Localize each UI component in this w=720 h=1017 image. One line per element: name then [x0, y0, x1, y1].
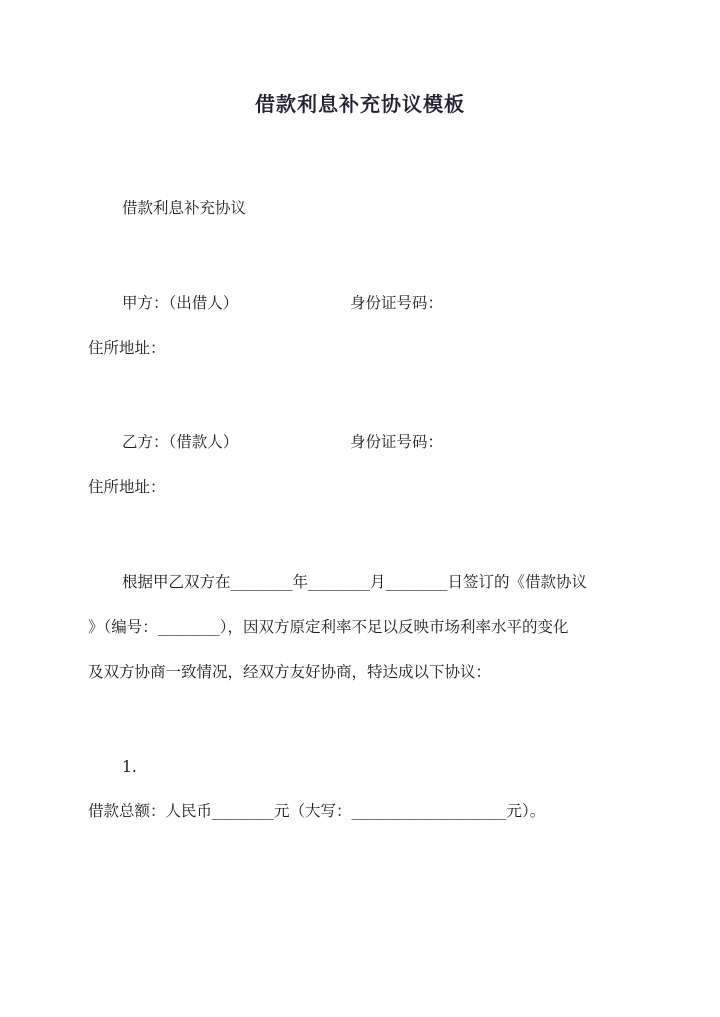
party-a-address-label: 住所地址： [88, 339, 166, 357]
clause-1-number: 1. [122, 758, 137, 776]
party-a-label: 甲方：（出借人） [122, 294, 239, 312]
party-b-id-label: 身份证号码： [350, 433, 444, 451]
party-b-address-label: 住所地址： [88, 478, 166, 496]
agreement-subtitle: 借款利息补充协议 [122, 199, 247, 217]
clause-1-text: 借款总额：人民币________元（大写：____________________元）。 [88, 802, 546, 820]
document-title: 借款利息补充协议模板 [255, 92, 465, 116]
preamble-line-1: 根据甲乙双方在________年________月________日签订的《借款协议 [122, 573, 588, 591]
preamble-line-2: 》（编号：________），因双方原定利率不足以反映市场利率水平的变化 [88, 618, 569, 636]
preamble-line-3: 及双方协商一致情况，经双方友好协商，特达成以下协议： [88, 663, 492, 681]
party-a-id-label: 身份证号码： [350, 294, 444, 312]
party-b-label: 乙方：（借款人） [122, 433, 239, 451]
